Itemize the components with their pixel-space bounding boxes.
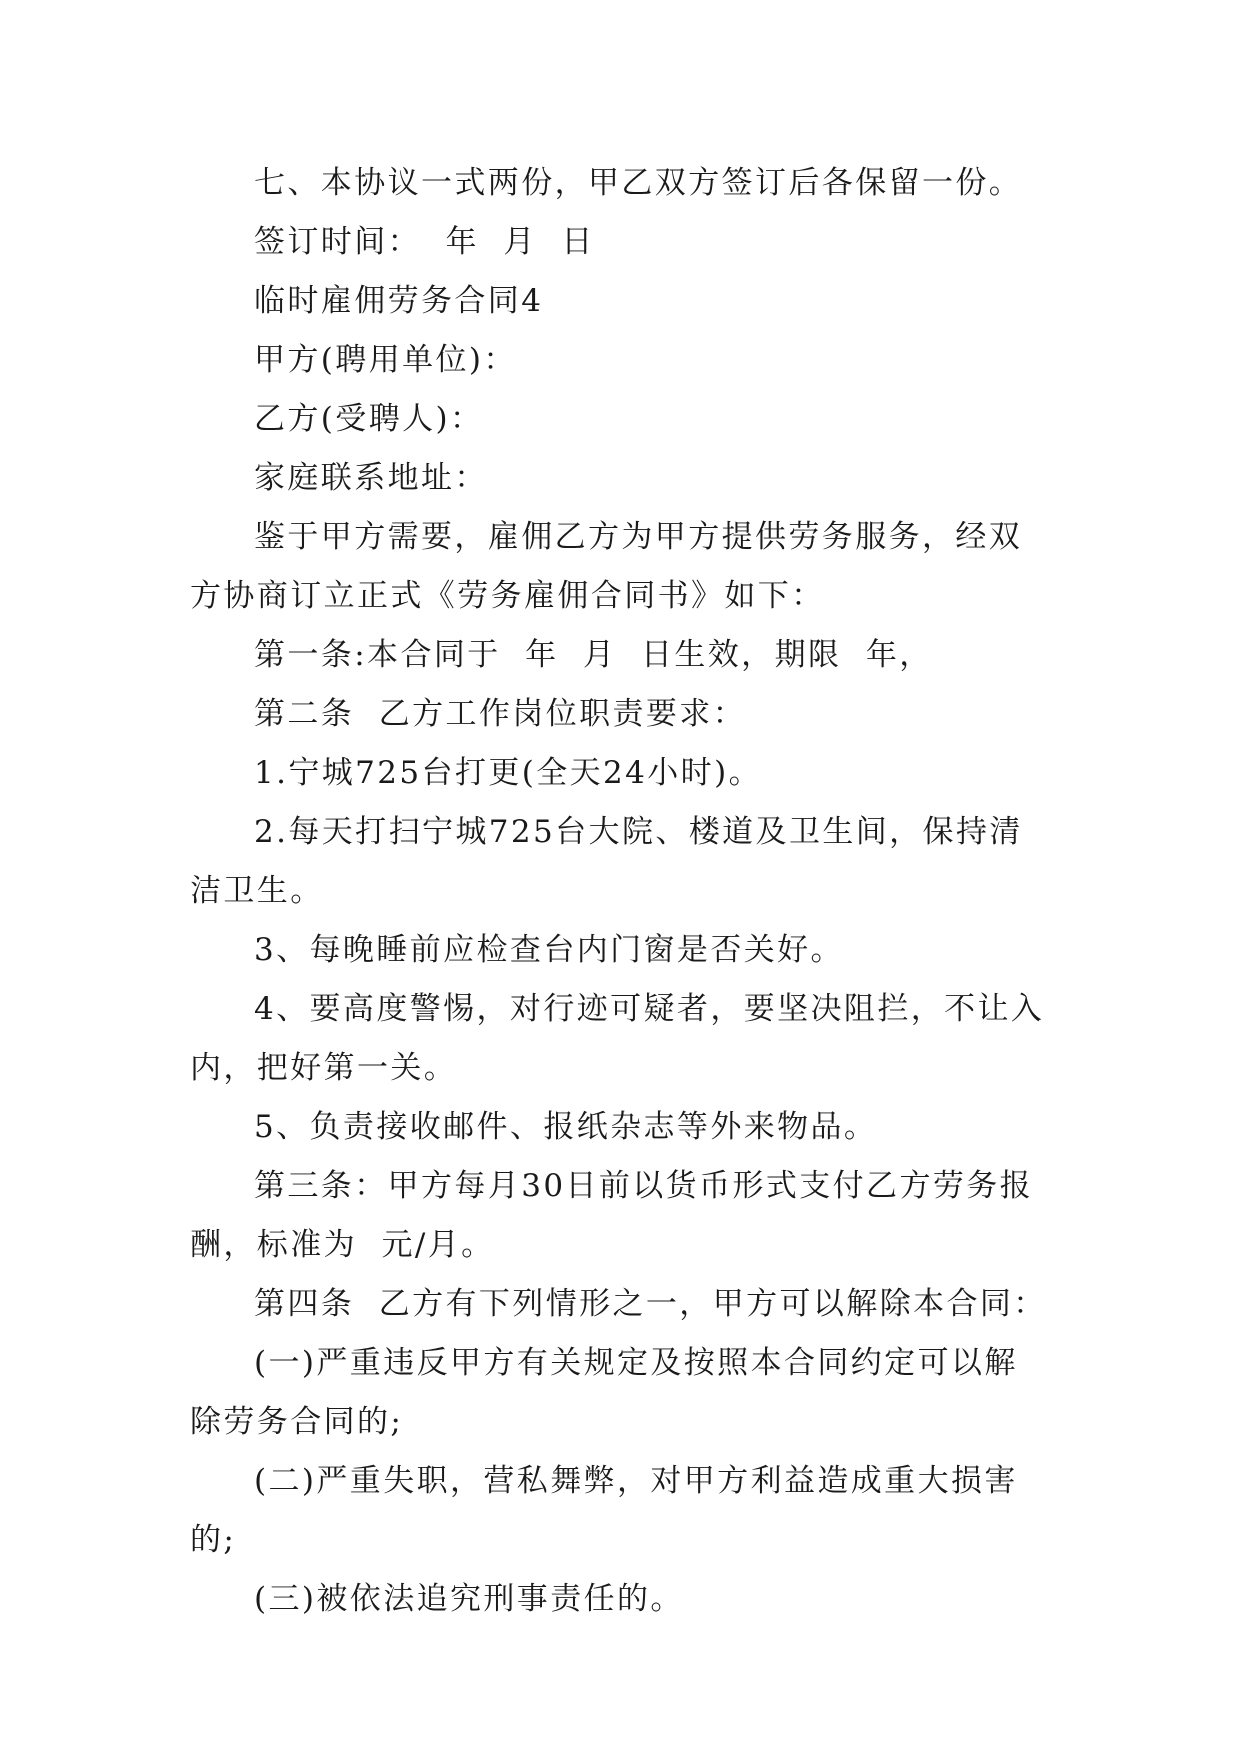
article-one: 第一条:本合同于 年 月 日生效，期限 年， (254, 637, 933, 673)
signing-date-line: 签订时间： 年 月 日 (254, 224, 595, 260)
duty-item-5: 5、负责接收邮件、报纸杂志等外来物品。 (254, 1109, 878, 1145)
article-four-heading: 第四条 乙方有下列情形之一，甲方可以解除本合同： (254, 1286, 1047, 1322)
termination-condition-3: (三)被依法追究刑事责任的。 (254, 1581, 684, 1617)
termination-condition-2: (二)严重失职，营私舞弊，对甲方利益造成重大损害的; (190, 1463, 1018, 1558)
article-three: 第三条：甲方每月30日前以货币形式支付乙方劳务报酬，标准为 元/月。 (190, 1168, 1034, 1263)
duty-item-2: 2.每天打扫宁城725台大院、楼道及卫生间，保持清洁卫生。 (190, 814, 1023, 909)
duty-item-3: 3、每晚睡前应检查台内门窗是否关好。 (254, 932, 844, 968)
duty-item-1: 1.宁城725台打更(全天24小时)。 (254, 755, 762, 791)
party-a-line: 甲方(聘用单位)： (254, 342, 517, 378)
duty-item-4: 4、要高度警惕，对行迹可疑者，要坚决阻拦，不让入内，把好第一关。 (190, 991, 1045, 1086)
home-address-line: 家庭联系地址： (254, 460, 488, 496)
preamble-paragraph: 鉴于甲方需要，雇佣乙方为甲方提供劳务服务，经双方协商订立正式《劳务雇佣合同书》如下： (190, 519, 1023, 614)
party-b-line: 乙方(受聘人)： (254, 401, 484, 437)
termination-condition-1: (一)严重违反甲方有关规定及按照本合同约定可以解除劳务合同的; (190, 1345, 1018, 1440)
clause-seven: 七、本协议一式两份，甲乙双方签订后各保留一份。 (254, 165, 1023, 201)
contract-title: 临时雇佣劳务合同4 (254, 283, 544, 319)
article-two-heading: 第二条 乙方工作岗位职责要求： (254, 696, 747, 732)
document-body (190, 154, 1050, 1629)
